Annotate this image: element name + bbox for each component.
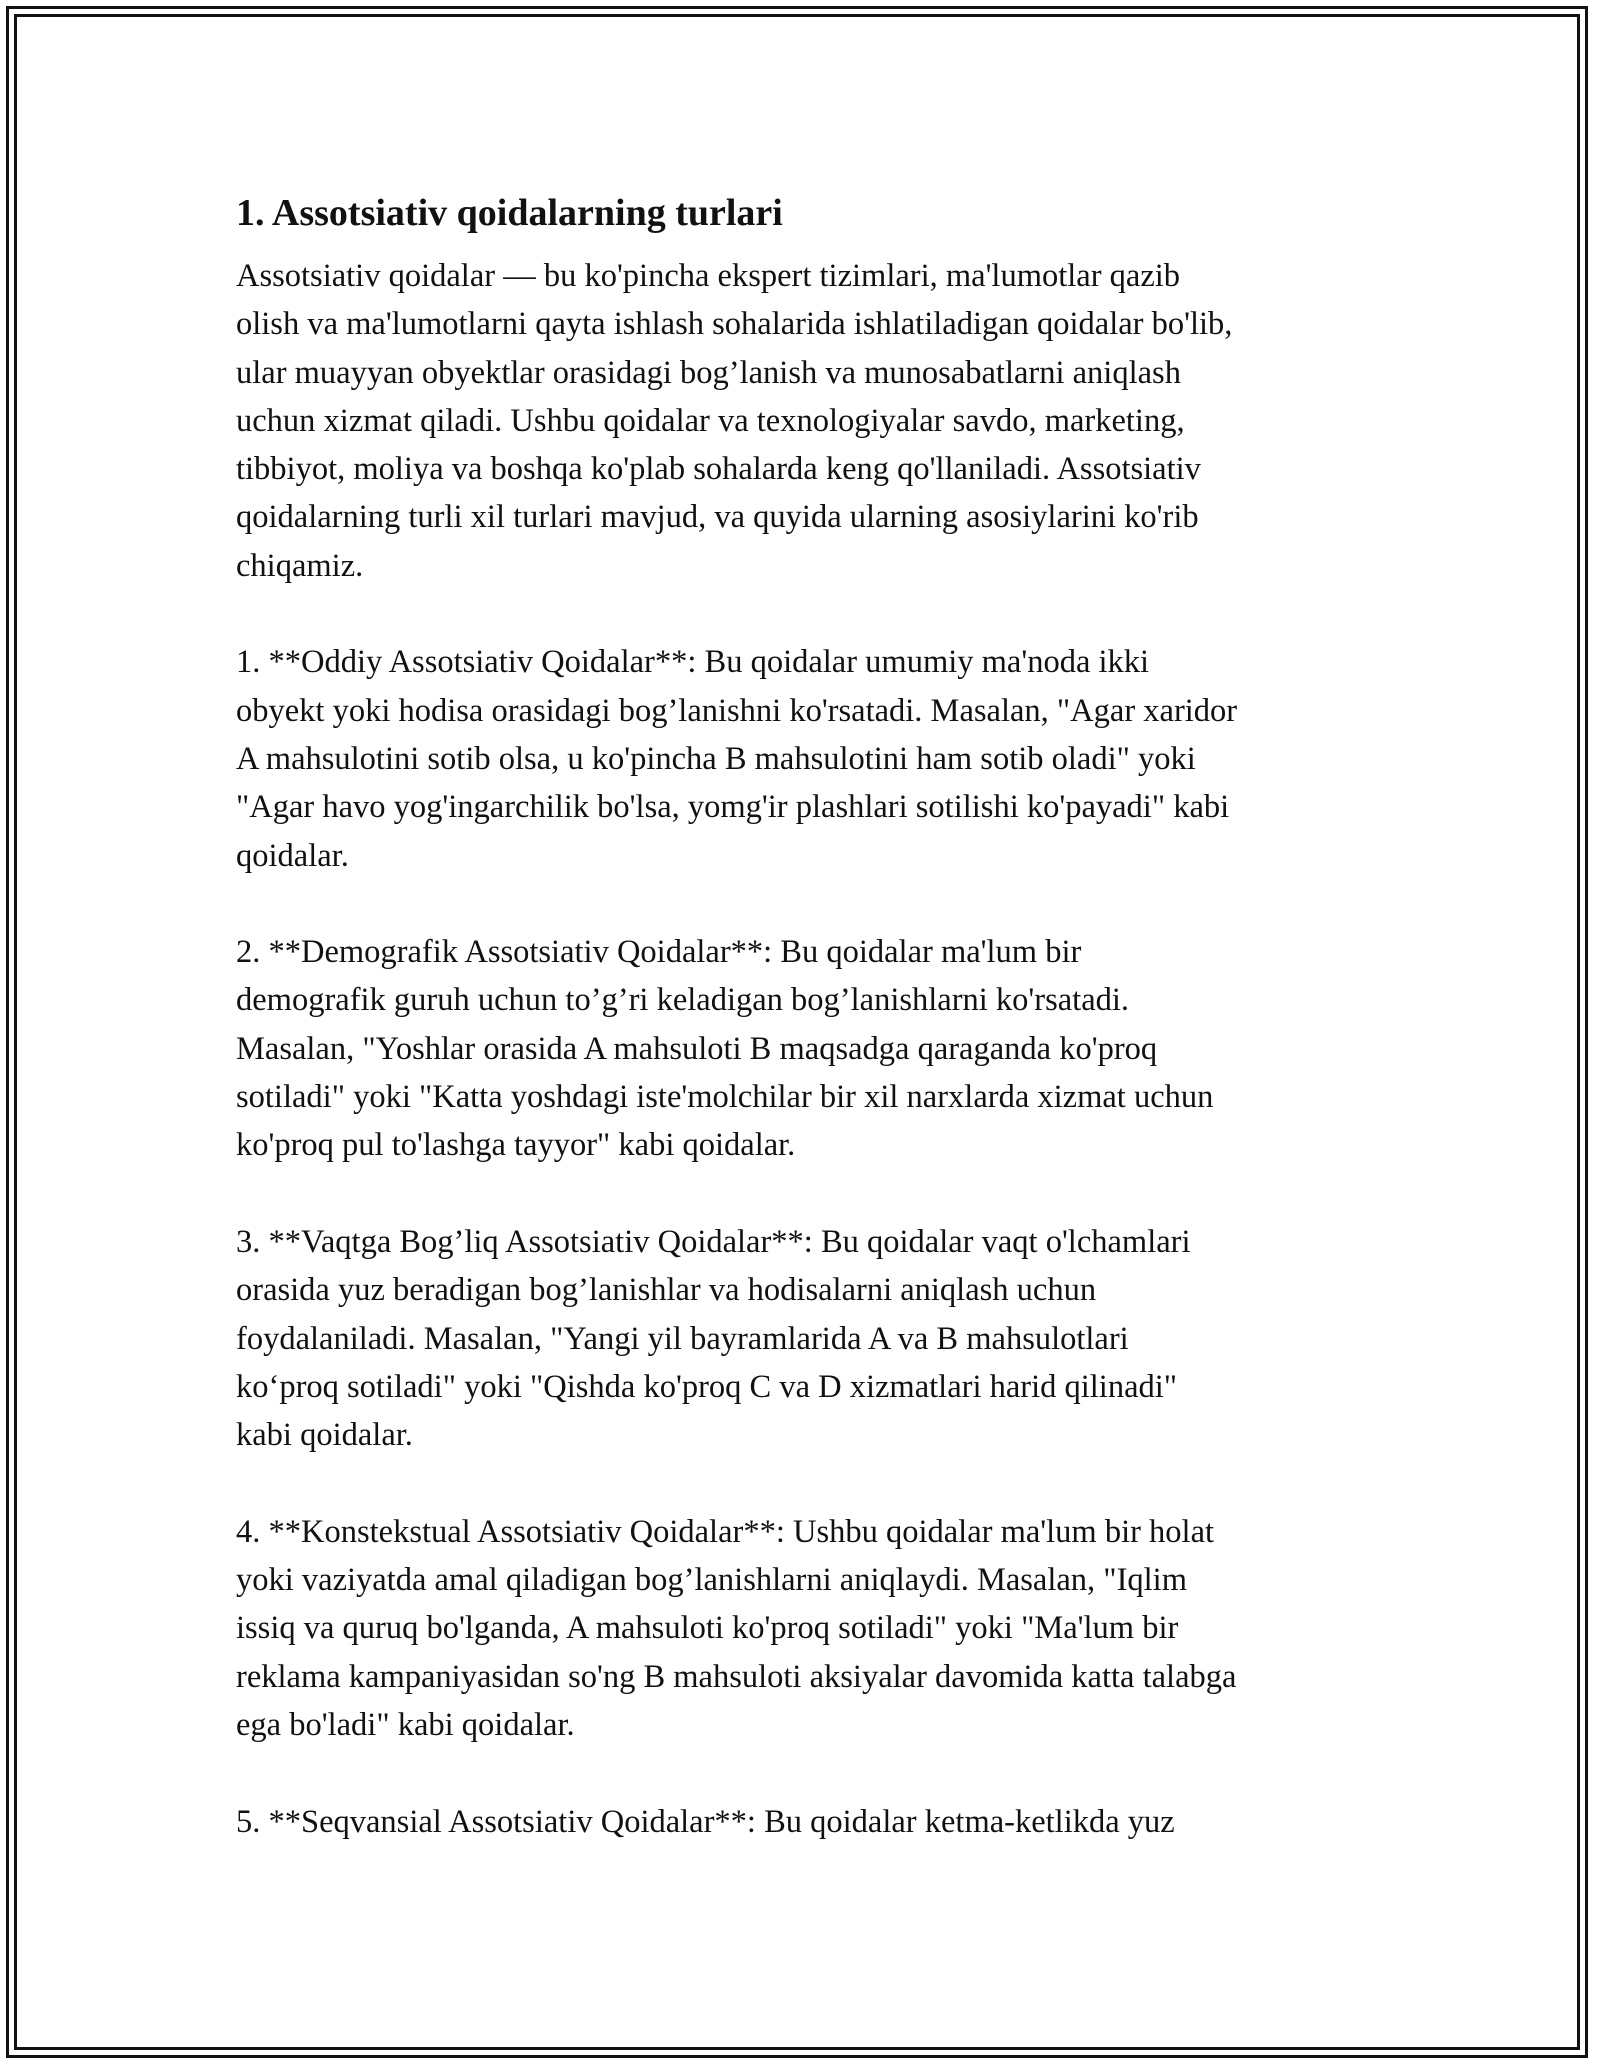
list-item-contextual-rules [236, 1508, 1372, 1749]
text-line: 5. **Seqvansial Assotsiativ Qoidalar**: Bu qoidalar ketma-ketlikda yuz [236, 1803, 1175, 1840]
text-line: chiqamiz. [236, 547, 364, 584]
text-line: issiq va quruq bo'lganda, A mahsuloti ko'proq sotiladi" yoki "Ma'lum bir [236, 1610, 1179, 1647]
text-line: uchun xizmat qiladi. Ushbu qoidalar va texnologiyalar savdo, marketing, [236, 402, 1185, 439]
text-line: Masalan, "Yoshlar orasida A mahsuloti B maqsadga qaraganda ko'proq [236, 1030, 1158, 1067]
text-line: qoidalar. [236, 837, 349, 874]
text-line: ko'proq pul to'lashga tayyor" kabi qoidalar. [236, 1127, 796, 1164]
text-line: olish va ma'lumotlarni qayta ishlash sohalarida ishlatiladigan qoidalar bo'lib, [236, 306, 1233, 343]
intro-paragraph [236, 252, 1372, 590]
list-item-demographic-rules [236, 928, 1372, 1169]
text-line: qoidalarning turli xil turlari mavjud, va quyida ularning asosiylarini ko'rib [236, 499, 1199, 536]
text-line: ular muayyan obyektlar orasidagi bog’lanish va munosabatlarni aniqlash [236, 354, 1181, 391]
text-line: 3. **Vaqtga Bog’liq Assotsiativ Qoidalar**: Bu qoidalar vaqt o'lchamlari [236, 1223, 1191, 1260]
section-heading: 1. Assotsiativ qoidalarning turlari [236, 192, 783, 234]
text-line: ega bo'ladi" kabi qoidalar. [236, 1706, 575, 1743]
text-line: sotiladi" yoki "Katta yoshdagi iste'molchilar bir xil narxlarda xizmat uchun [236, 1079, 1214, 1116]
document-body [236, 184, 1372, 1894]
text-line: "Agar havo yog'ingarchilik bo'lsa, yomg'ir plashlari sotilishi ko'payadi" kabi [236, 789, 1230, 826]
text-line: yoki vaziyatda amal qiladigan bog’lanishlarni aniqlaydi. Masalan, "Iqlim [236, 1562, 1187, 1599]
list-item-simple-rules [236, 638, 1372, 879]
text-line: 1. **Oddiy Assotsiativ Qoidalar**: Bu qoidalar umumiy ma'noda ikki [236, 644, 1150, 681]
text-line: orasida yuz beradigan bog’lanishlar va hodisalarni aniqlash uchun [236, 1272, 1097, 1309]
list-item-sequential-rules [236, 1798, 1372, 1846]
text-line: 4. **Konstekstual Assotsiativ Qoidalar**: Ushbu qoidalar ma'lum bir holat [236, 1513, 1215, 1550]
text-line: kabi qoidalar. [236, 1417, 413, 1454]
text-line: A mahsulotini sotib olsa, u ko'pincha B mahsulotini ham sotib oladi" yoki [236, 740, 1196, 777]
text-line: tibbiyot, moliya va boshqa ko'plab sohalarda keng qo'llaniladi. Assotsiativ [236, 451, 1201, 488]
list-item-temporal-rules [236, 1218, 1372, 1459]
text-line: obyekt yoki hodisa orasidagi bog’lanishni ko'rsatadi. Masalan, "Agar xaridor [236, 692, 1238, 729]
text-line: foydalaniladi. Masalan, "Yangi yil bayramlarida A va B mahsulotlari [236, 1320, 1129, 1357]
text-line: Assotsiativ qoidalar — bu ko'pincha ekspert tizimlari, ma'lumotlar qazib [236, 258, 1181, 294]
text-line: 2. **Demografik Assotsiativ Qoidalar**: Bu qoidalar ma'lum bir [236, 934, 1082, 971]
text-line: demografik guruh uchun to’g’ri keladigan bog’lanishlarni ko'rsatadi. [236, 982, 1130, 1019]
text-line: reklama kampaniyasidan so'ng B mahsuloti aksiyalar davomida katta talabga [236, 1658, 1237, 1695]
text-line: ko‘proq sotiladi" yoki "Qishda ko'proq C va D xizmatlari harid qilinadi" [236, 1368, 1178, 1405]
